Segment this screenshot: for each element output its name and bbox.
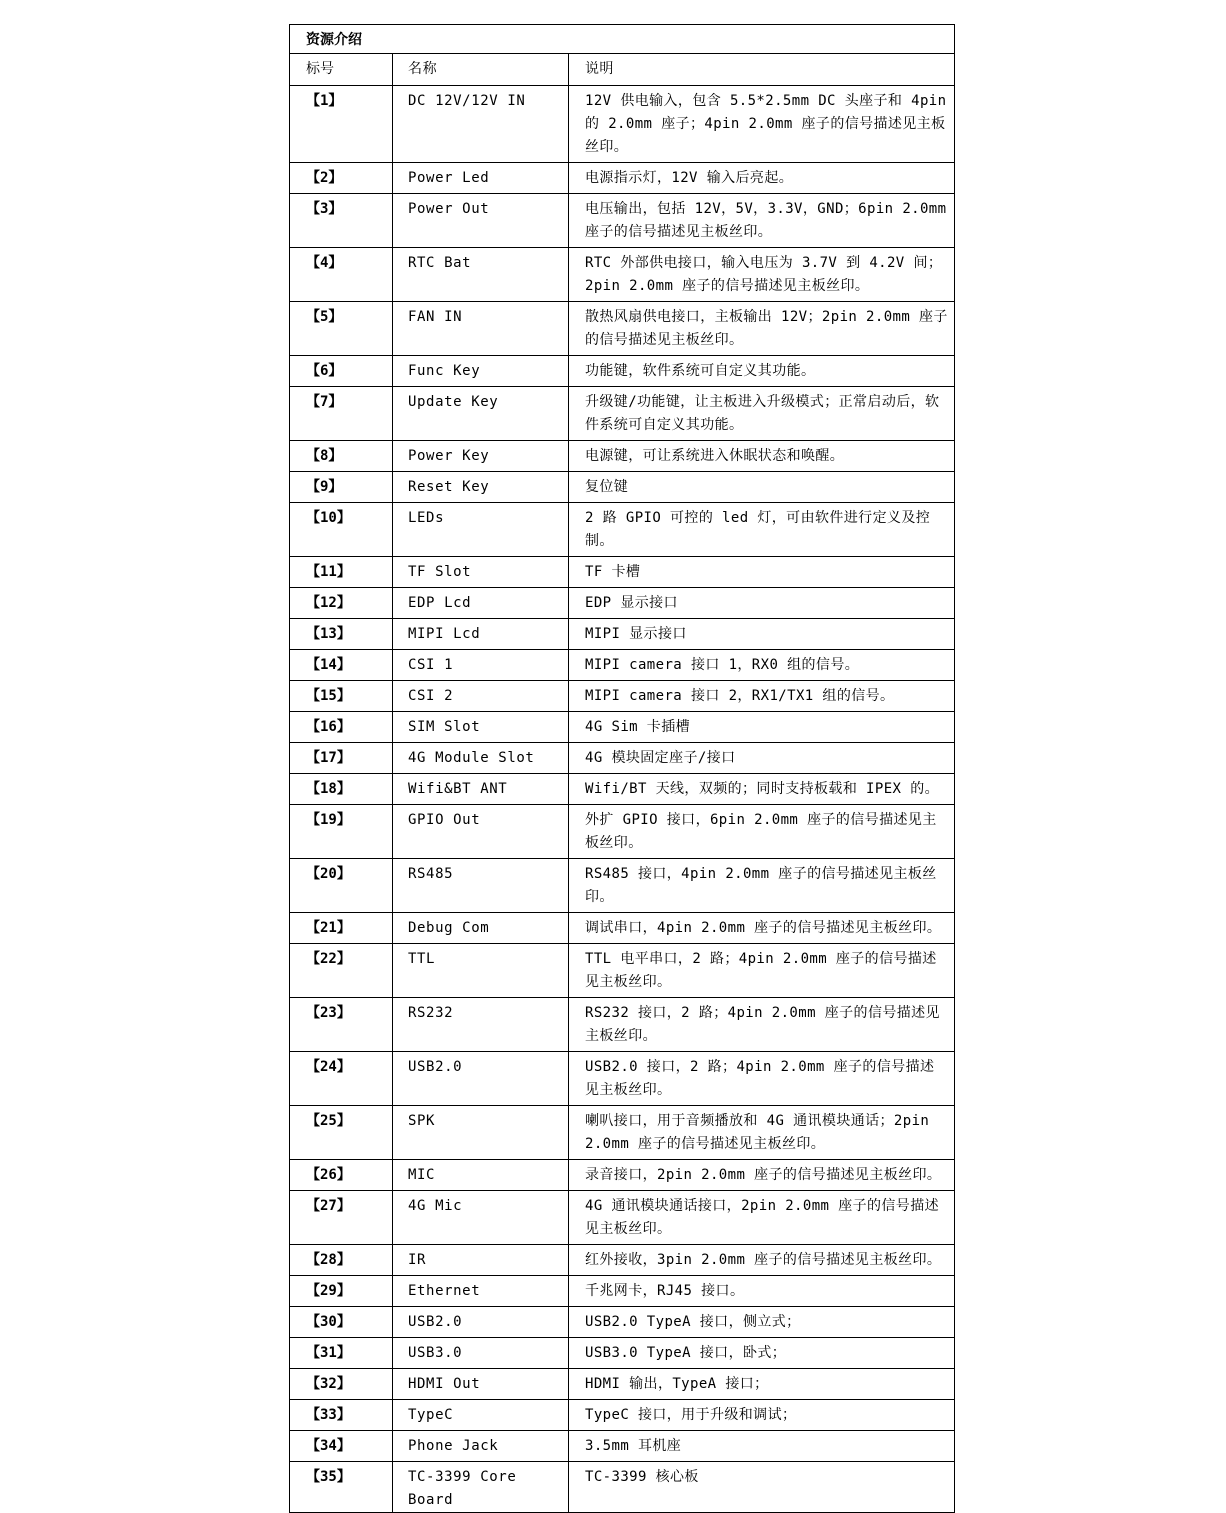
row-description: 喇叭接口，用于音频播放和 4G 通讯模块通话；2pin 2.0mm 座子的信号描述见主板丝印。 [569, 1106, 955, 1160]
row-number: 【35】 [290, 1462, 393, 1513]
row-name: Power Key [393, 441, 569, 472]
row-number: 【10】 [290, 503, 393, 557]
table-row [290, 302, 955, 356]
row-description: 2 路 GPIO 可控的 led 灯，可由软件进行定义及控制。 [569, 503, 955, 557]
table-row [290, 1400, 955, 1431]
row-name: Phone Jack [393, 1431, 569, 1462]
row-description: 电源键，可让系统进入休眠状态和唤醒。 [569, 441, 955, 472]
table-row [290, 1431, 955, 1462]
row-name: Func Key [393, 356, 569, 387]
row-name: MIC [393, 1160, 569, 1191]
row-name: TF Slot [393, 557, 569, 588]
row-description: 4G 通讯模块通话接口，2pin 2.0mm 座子的信号描述见主板丝印。 [569, 1191, 955, 1245]
row-number: 【1】 [290, 86, 393, 163]
row-number: 【21】 [290, 913, 393, 944]
header-description: 说明 [569, 54, 955, 86]
row-description: 3.5mm 耳机座 [569, 1431, 955, 1462]
row-name: Debug Com [393, 913, 569, 944]
row-name: SPK [393, 1106, 569, 1160]
row-description: MIPI camera 接口 1，RX0 组的信号。 [569, 650, 955, 681]
table-row [290, 1052, 955, 1106]
row-description: EDP 显示接口 [569, 588, 955, 619]
table-row [290, 86, 955, 163]
resource-table [289, 24, 955, 1513]
row-number: 【8】 [290, 441, 393, 472]
row-name: LEDs [393, 503, 569, 557]
row-description: 外扩 GPIO 接口，6pin 2.0mm 座子的信号描述见主板丝印。 [569, 805, 955, 859]
row-name: 4G Module Slot [393, 743, 569, 774]
row-description: 功能键，软件系统可自定义其功能。 [569, 356, 955, 387]
row-description: RS232 接口，2 路；4pin 2.0mm 座子的信号描述见主板丝印。 [569, 998, 955, 1052]
row-number: 【20】 [290, 859, 393, 913]
row-number: 【19】 [290, 805, 393, 859]
table-row [290, 1307, 955, 1338]
row-description: USB3.0 TypeA 接口，卧式； [569, 1338, 955, 1369]
row-description: 散热风扇供电接口，主板输出 12V；2pin 2.0mm 座子的信号描述见主板丝印。 [569, 302, 955, 356]
row-number: 【34】 [290, 1431, 393, 1462]
table-row [290, 681, 955, 712]
row-name: EDP Lcd [393, 588, 569, 619]
table-row [290, 1160, 955, 1191]
table-row [290, 805, 955, 859]
row-number: 【24】 [290, 1052, 393, 1106]
row-number: 【6】 [290, 356, 393, 387]
row-description: MIPI camera 接口 2，RX1/TX1 组的信号。 [569, 681, 955, 712]
table-row [290, 1462, 955, 1513]
row-number: 【14】 [290, 650, 393, 681]
row-description: 复位键 [569, 472, 955, 503]
row-number: 【29】 [290, 1276, 393, 1307]
row-name: USB2.0 [393, 1052, 569, 1106]
table-row [290, 1338, 955, 1369]
table-row [290, 1191, 955, 1245]
table-row [290, 588, 955, 619]
row-name: CSI 1 [393, 650, 569, 681]
row-description: USB2.0 TypeA 接口，侧立式； [569, 1307, 955, 1338]
table-row [290, 194, 955, 248]
row-number: 【4】 [290, 248, 393, 302]
row-number: 【25】 [290, 1106, 393, 1160]
row-name: FAN IN [393, 302, 569, 356]
row-description: 电压输出，包括 12V，5V，3.3V，GND；6pin 2.0mm 座子的信号描述见主板丝印。 [569, 194, 955, 248]
row-number: 【16】 [290, 712, 393, 743]
table-row [290, 1276, 955, 1307]
row-name: HDMI Out [393, 1369, 569, 1400]
table-title-row [290, 25, 955, 54]
table-row [290, 387, 955, 441]
row-name: Update Key [393, 387, 569, 441]
table-row [290, 1245, 955, 1276]
row-description: 4G 模块固定座子/接口 [569, 743, 955, 774]
table-row [290, 619, 955, 650]
row-name: TTL [393, 944, 569, 998]
row-description: RTC 外部供电接口，输入电压为 3.7V 到 4.2V 间；2pin 2.0mm 座子的信号描述见主板丝印。 [569, 248, 955, 302]
row-description: 4G Sim 卡插槽 [569, 712, 955, 743]
row-number: 【2】 [290, 163, 393, 194]
row-name: RS232 [393, 998, 569, 1052]
row-number: 【27】 [290, 1191, 393, 1245]
row-number: 【26】 [290, 1160, 393, 1191]
row-description: MIPI 显示接口 [569, 619, 955, 650]
row-number: 【23】 [290, 998, 393, 1052]
row-name: Power Led [393, 163, 569, 194]
row-description: 电源指示灯，12V 输入后亮起。 [569, 163, 955, 194]
row-number: 【32】 [290, 1369, 393, 1400]
table-row [290, 774, 955, 805]
row-number: 【15】 [290, 681, 393, 712]
row-description: 录音接口，2pin 2.0mm 座子的信号描述见主板丝印。 [569, 1160, 955, 1191]
table-row [290, 441, 955, 472]
header-number: 标号 [290, 54, 393, 86]
row-name: TC-3399 Core Board [393, 1462, 569, 1513]
row-description: 升级键/功能键，让主板进入升级模式；正常启动后，软件系统可自定义其功能。 [569, 387, 955, 441]
table-row [290, 913, 955, 944]
row-number: 【17】 [290, 743, 393, 774]
table-row [290, 743, 955, 774]
row-description: 调试串口，4pin 2.0mm 座子的信号描述见主板丝印。 [569, 913, 955, 944]
row-description: 12V 供电输入，包含 5.5*2.5mm DC 头座子和 4pin 的 2.0mm 座子；4pin 2.0mm 座子的信号描述见主板丝印。 [569, 86, 955, 163]
header-name: 名称 [393, 54, 569, 86]
table-row [290, 859, 955, 913]
row-name: GPIO Out [393, 805, 569, 859]
table-row [290, 248, 955, 302]
row-name: 4G Mic [393, 1191, 569, 1245]
row-description: RS485 接口，4pin 2.0mm 座子的信号描述见主板丝印。 [569, 859, 955, 913]
row-name: USB2.0 [393, 1307, 569, 1338]
table-row [290, 163, 955, 194]
resource-table-body [290, 25, 955, 1513]
row-number: 【5】 [290, 302, 393, 356]
row-number: 【33】 [290, 1400, 393, 1431]
row-number: 【13】 [290, 619, 393, 650]
row-number: 【18】 [290, 774, 393, 805]
row-name: SIM Slot [393, 712, 569, 743]
table-row [290, 944, 955, 998]
table-row [290, 650, 955, 681]
table-row [290, 712, 955, 743]
row-name: RS485 [393, 859, 569, 913]
row-description: Wifi/BT 天线，双频的；同时支持板载和 IPEX 的。 [569, 774, 955, 805]
row-description: USB2.0 接口，2 路；4pin 2.0mm 座子的信号描述见主板丝印。 [569, 1052, 955, 1106]
row-number: 【11】 [290, 557, 393, 588]
row-number: 【22】 [290, 944, 393, 998]
row-name: MIPI Lcd [393, 619, 569, 650]
table-row [290, 356, 955, 387]
row-name: TypeC [393, 1400, 569, 1431]
row-description: HDMI 输出，TypeA 接口； [569, 1369, 955, 1400]
row-name: CSI 2 [393, 681, 569, 712]
row-description: TC-3399 核心板 [569, 1462, 955, 1513]
row-number: 【30】 [290, 1307, 393, 1338]
table-row [290, 1106, 955, 1160]
table-header-row [290, 54, 955, 86]
row-number: 【9】 [290, 472, 393, 503]
row-description: TF 卡槽 [569, 557, 955, 588]
row-number: 【31】 [290, 1338, 393, 1369]
row-number: 【3】 [290, 194, 393, 248]
row-description: TypeC 接口，用于升级和调试； [569, 1400, 955, 1431]
table-title: 资源介绍 [290, 25, 955, 54]
table-row [290, 1369, 955, 1400]
table-row [290, 557, 955, 588]
row-name: IR [393, 1245, 569, 1276]
row-number: 【12】 [290, 588, 393, 619]
row-name: USB3.0 [393, 1338, 569, 1369]
row-name: DC 12V/12V IN [393, 86, 569, 163]
row-name: Ethernet [393, 1276, 569, 1307]
row-description: 红外接收，3pin 2.0mm 座子的信号描述见主板丝印。 [569, 1245, 955, 1276]
table-row [290, 998, 955, 1052]
row-number: 【28】 [290, 1245, 393, 1276]
row-name: Wifi&BT ANT [393, 774, 569, 805]
row-name: Power Out [393, 194, 569, 248]
row-description: TTL 电平串口，2 路；4pin 2.0mm 座子的信号描述见主板丝印。 [569, 944, 955, 998]
row-name: Reset Key [393, 472, 569, 503]
row-description: 千兆网卡，RJ45 接口。 [569, 1276, 955, 1307]
table-row [290, 503, 955, 557]
table-row [290, 472, 955, 503]
row-number: 【7】 [290, 387, 393, 441]
row-name: RTC Bat [393, 248, 569, 302]
